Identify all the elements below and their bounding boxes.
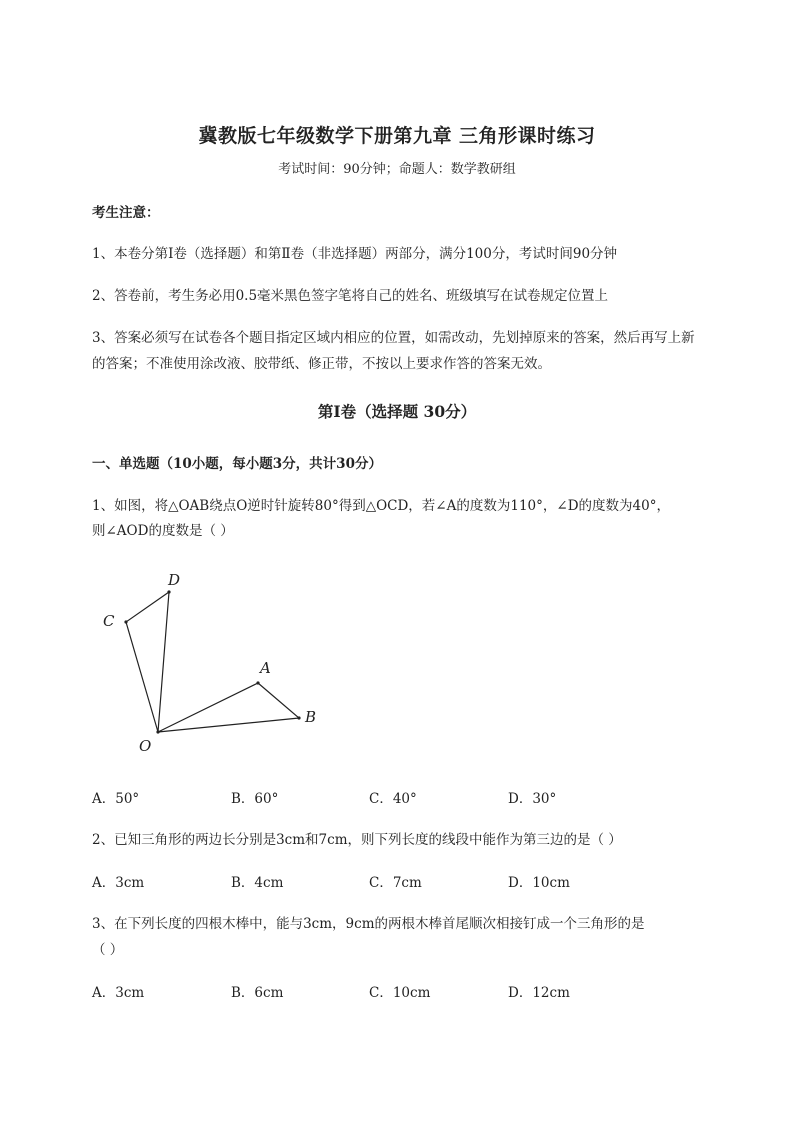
triangle-rotation-figure xyxy=(90,565,340,760)
q1-option-b[interactable]: B．60° xyxy=(231,791,279,807)
label-d: D xyxy=(168,571,181,589)
q3-option-b[interactable]: B．6cm xyxy=(231,985,284,1001)
question-3-line-2: （ ） xyxy=(92,942,124,958)
point-d xyxy=(167,590,170,593)
label-a: A xyxy=(260,659,271,677)
label-c: C xyxy=(103,612,115,630)
q2-option-a[interactable]: A．3cm xyxy=(92,875,145,891)
q3-option-c[interactable]: C．10cm xyxy=(369,985,431,1001)
q2-option-c[interactable]: C．7cm xyxy=(369,875,422,891)
question-1-line-1: 1、如图，将△OAB绕点O逆时针旋转80°得到△OCD，若∠A的度数为110°，∠D的度数为40°， xyxy=(92,498,670,514)
part-heading: 一、单选题（10小题，每小题3分，共计30分） xyxy=(92,456,382,472)
section-title: 第I卷（选择题 30分） xyxy=(317,402,477,421)
notice-item-3: 3、答案必须写在试卷各个题目指定区域内相应的位置，如需改动，先划掉原来的答案，然后再写上新 xyxy=(92,330,695,346)
question-3-line-1: 3、在下列长度的四根木棒中，能与3cm，9cm的两根木棒首尾顺次相接钉成一个三角形的是 xyxy=(92,916,645,932)
point-o xyxy=(156,730,159,733)
q1-option-a[interactable]: A．50° xyxy=(92,791,140,807)
label-b: B xyxy=(305,708,317,726)
notice-heading: 考生注意： xyxy=(92,205,160,221)
notice-item-2: 2、答卷前，考生务必用0.5毫米黑色签字笔将自己的姓名、班级填写在试卷规定位置上 xyxy=(92,288,609,304)
q1-option-d[interactable]: D．30° xyxy=(508,791,557,807)
triangle-ocd xyxy=(126,592,169,732)
q2-option-b[interactable]: B．4cm xyxy=(231,875,284,891)
notice-item-3-cont: 的答案；不准使用涂改液、胶带纸、修正带，不按以上要求作答的答案无效。 xyxy=(92,356,551,372)
point-b xyxy=(297,716,300,719)
page-title: 冀教版七年级数学下册第九章 三角形课时练习 xyxy=(198,125,596,147)
label-o: O xyxy=(139,737,152,755)
q1-option-c[interactable]: C．40° xyxy=(369,791,417,807)
point-a xyxy=(256,681,259,684)
q3-option-a[interactable]: A．3cm xyxy=(92,985,145,1001)
q3-option-d[interactable]: D．12cm xyxy=(508,985,570,1001)
exam-info: 考试时间：90分钟；命题人：数学教研组 xyxy=(278,162,516,177)
notice-item-1: 1、本卷分第I卷（选择题）和第Ⅱ卷（非选择题）两部分，满分100分，考试时间90分钟 xyxy=(92,246,618,262)
question-1-line-2: 则∠AOD的度数是（ ） xyxy=(92,523,234,539)
question-2-line-1: 2、已知三角形的两边长分别是3cm和7cm，则下列长度的线段中能作为第三边的是（ ） xyxy=(92,832,622,848)
point-c xyxy=(124,620,127,623)
triangle-oab xyxy=(158,683,299,732)
q2-option-d[interactable]: D．10cm xyxy=(508,875,570,891)
